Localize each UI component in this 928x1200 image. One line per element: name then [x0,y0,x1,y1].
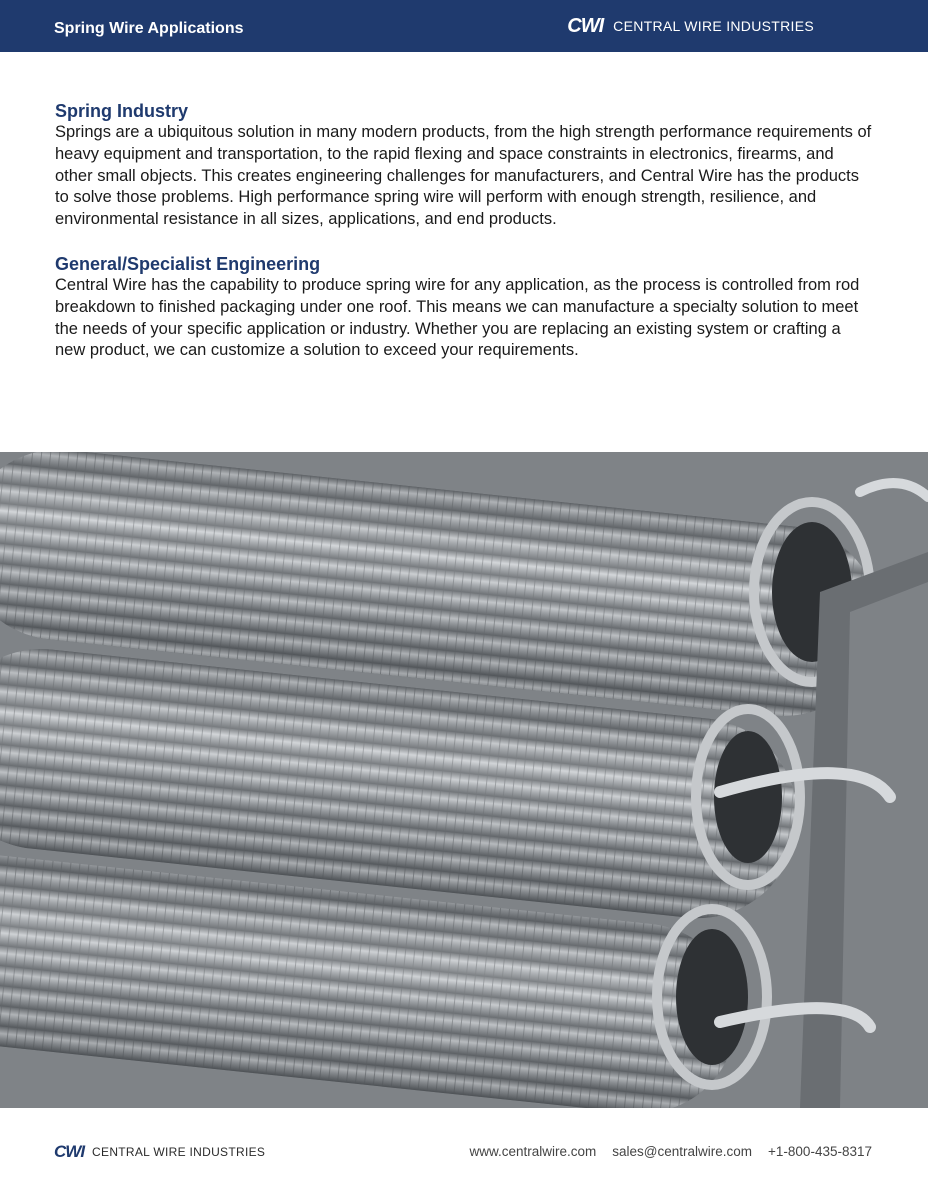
main-content [55,100,875,384]
email-link[interactable]: sales@centralwire.com [612,1144,753,1159]
page-header [0,0,928,52]
section-body: Central Wire has the capability to produce spring wire for any application, as the process is controlled from rod breakdown to finished packaging under one roof. This means we can manufacture a specialty solution to meet the needs of your specific application or industry. Whether you are replacing an existing system or crafting a new product, we can customize a solution to exceed your requirements. [55,275,860,360]
website-link[interactable]: www.centralwire.com [469,1144,597,1159]
phone-number[interactable]: +1-800-435-8317 [768,1144,872,1159]
footer-brand-name: CENTRAL WIRE INDUSTRIES [92,1145,266,1159]
page-title: Spring Wire Applications [54,20,244,37]
springs-illustration [0,452,928,1108]
footer-contacts [470,1144,873,1159]
section-heading: Spring Industry [55,101,189,121]
cwi-logo-icon: CWI [54,1142,85,1161]
page-footer [0,1108,928,1200]
cwi-logo-icon: CWI [567,14,604,37]
section-general-engineering [55,253,875,362]
footer-brand [54,1142,265,1162]
section-heading: General/Specialist Engineering [55,253,321,274]
springs-photo [0,452,928,1108]
section-body: Springs are a ubiquitous solution in many modern products, from the high strength performance requirements of heavy equipment and transportation, to the rapid flexing and space constraints in electronics, firearms, and other small objects. This creates engineering challenges for manufacturers, and Central Wire has the products to solve those problems. High performance spring wire will perform with enough strength, resilience, and environmental resistance in all sizes, applications, and end products. [55,123,872,229]
section-spring-industry [55,100,875,231]
header-brand-name: CENTRAL WIRE INDUSTRIES [613,18,814,34]
header-brand [567,15,814,38]
